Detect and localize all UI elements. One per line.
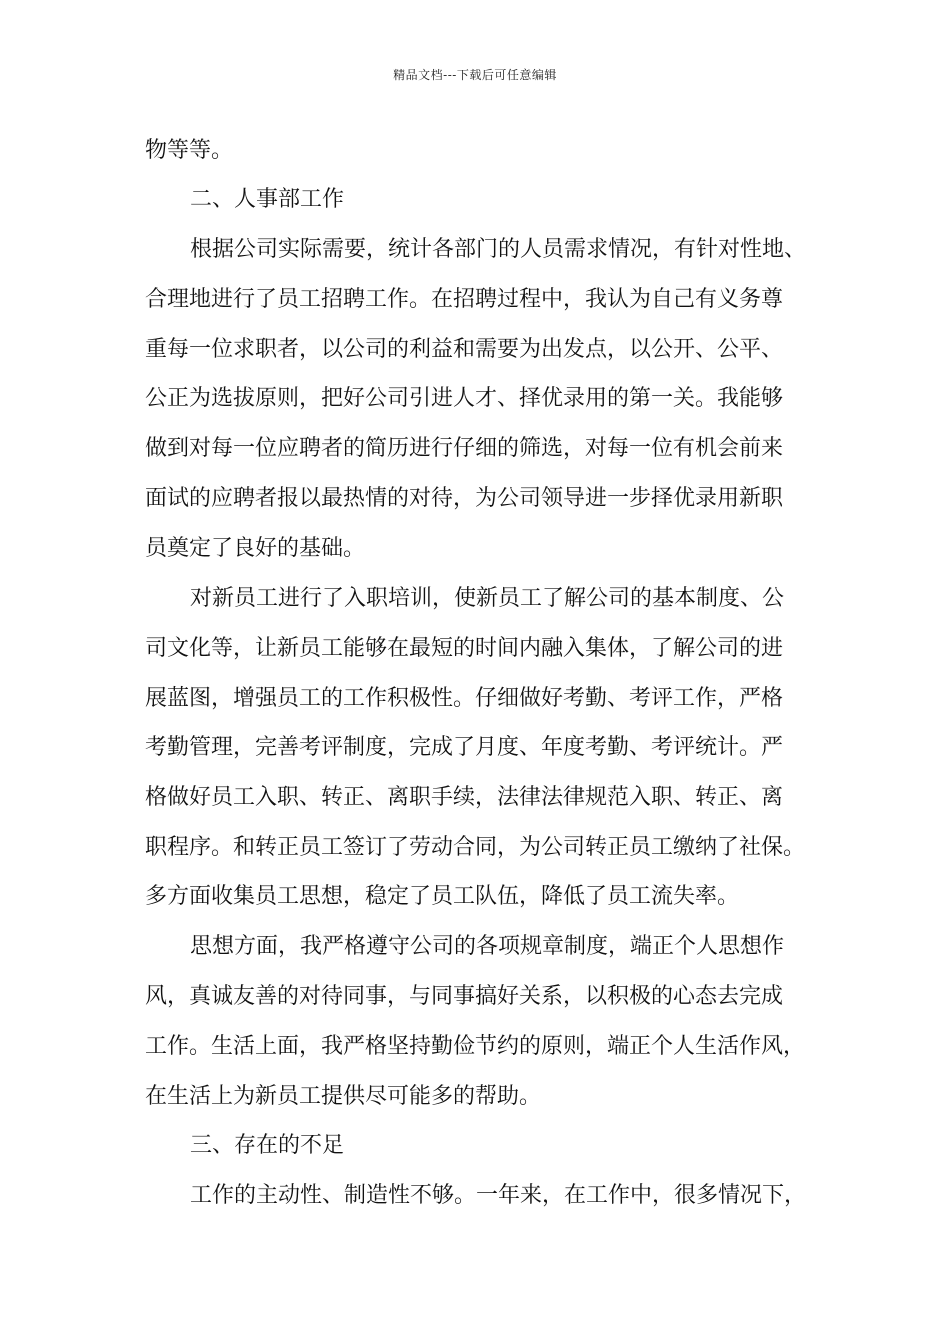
text-line: 员奠定了良好的基础。 [145,536,366,561]
text-line: 面试的应聘者报以最热情的对待，为公司领导进一步择优录用新职 [145,486,784,511]
text-line: 重每一位求职者，以公司的利益和需要为出发点，以公开、公平、 [145,337,784,362]
text-line: 职程序。和转正员工签订了劳动合同，为公司转正员工缴纳了社保。 [145,835,806,860]
text-line: 对新员工进行了入职培训，使新员工了解公司的基本制度、公 [190,586,785,611]
text-line: 根据公司实际需要，统计各部门的人员需求情况，有针对性地、 [190,237,807,262]
text-line: 物等等。 [145,138,234,163]
text-line: 合理地进行了员工招聘工作。在招聘过程中，我认为自己有义务尊 [145,287,784,312]
text-line: 思想方面，我严格遵守公司的各项规章制度，端正个人思想作 [190,934,785,959]
text-line: 工作。生活上面，我严格坚持勤俭节约的原则，端正个人生活作风， [145,1034,806,1059]
text-line: 司文化等，让新员工能够在最短的时间内融入集体，了解公司的进 [145,636,784,661]
text-line: 考勤管理，完善考评制度，完成了月度、年度考勤、考评统计。严 [145,735,784,760]
text-line: 风，真诚友善的对待同事，与同事搞好关系，以积极的心态去完成 [145,984,784,1009]
page-header: 精品文档---下载后可任意编辑 [393,68,557,82]
section-heading: 三、存在的不足 [190,1133,345,1158]
text-line: 公正为选拔原则，把好公司引进人才、择优录用的第一关。我能够 [145,386,784,411]
text-line: 在生活上为新员工提供尽可能多的帮助。 [145,1084,542,1109]
text-line: 多方面收集员工思想，稳定了员工队伍，降低了员工流失率。 [145,884,740,909]
text-line: 工作的主动性、制造性不够。一年来，在工作中，很多情况下， [190,1183,807,1208]
text-line: 做到对每一位应聘者的简历进行仔细的筛选，对每一位有机会前来 [145,436,784,461]
text-line: 展蓝图，增强员工的工作积极性。仔细做好考勤、考评工作，严格 [145,686,784,711]
text-line: 格做好员工入职、转正、离职手续，法律法律规范入职、转正、离 [145,785,784,810]
section-heading: 二、人事部工作 [190,187,345,212]
